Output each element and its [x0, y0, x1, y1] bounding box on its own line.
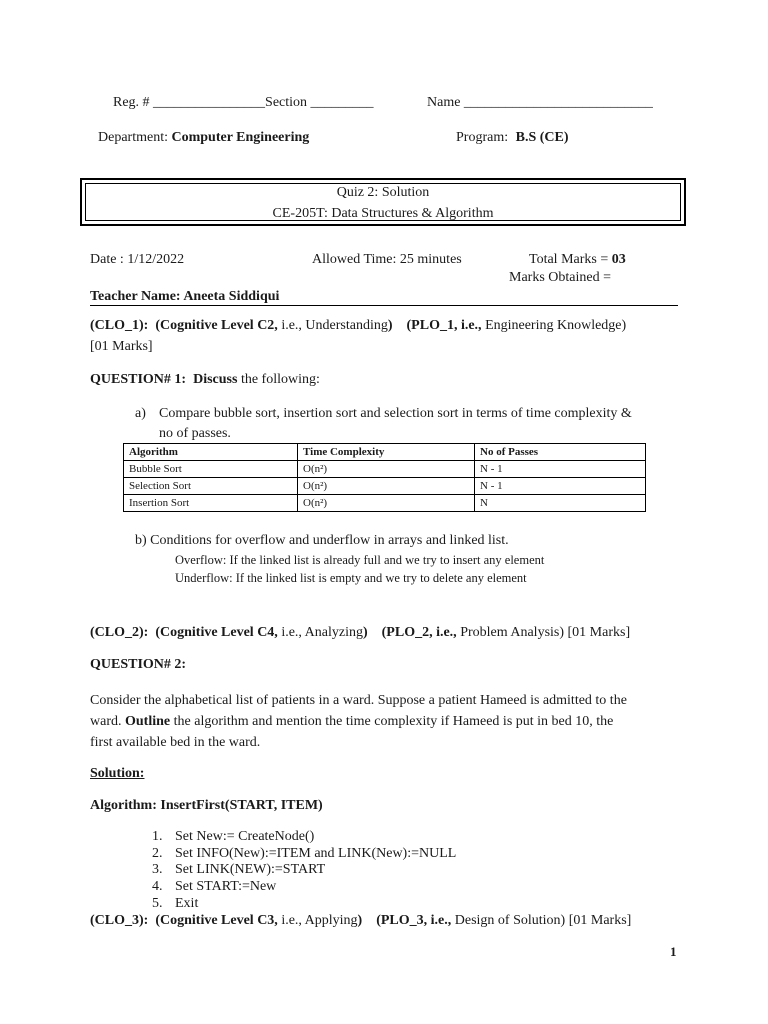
table-cell: N - 1	[475, 478, 646, 495]
table-cell: O(n²)	[298, 478, 475, 495]
clo1-plo: (PLO_1, i.e.,	[406, 318, 482, 333]
clo3-plo-desc: Design of Solution) [01 Marks]	[451, 913, 632, 928]
quiz-date: Date : 1/12/2022	[90, 252, 185, 267]
underflow-answer: Underflow: If the linked list is empty and we try to delete any element	[175, 571, 527, 585]
allowed-time: Allowed Time: 25 minutes	[312, 252, 462, 267]
table-row	[124, 495, 646, 512]
clo2-line	[90, 625, 630, 641]
question-1-verb: Discuss	[193, 372, 238, 387]
table-cell: Selection Sort	[124, 478, 298, 495]
page-number: 1	[670, 944, 677, 959]
title-box	[80, 178, 686, 226]
clo1-cognitive-desc: i.e., Understanding	[277, 318, 388, 333]
overflow-answer: Overflow: If the linked list is already full and we try to insert any element	[175, 553, 545, 567]
clo2-plo-desc: Problem Analysis) [01 Marks]	[456, 625, 631, 640]
department-value: Computer Engineering	[171, 130, 310, 145]
table-header-row	[124, 444, 646, 461]
algorithm-step-3: Set LINK(NEW):=START	[175, 862, 326, 877]
marks-obtained: Marks Obtained =	[509, 270, 611, 285]
question-2-line2	[90, 711, 678, 732]
table-row	[124, 478, 646, 495]
algorithm-step-1-number: 1.	[152, 829, 163, 844]
table-cell: N	[475, 495, 646, 512]
clo1-line	[90, 315, 678, 357]
algorithm-step-4: Set START:=New	[175, 879, 277, 894]
question-2-line2-pre: ward.	[90, 714, 125, 729]
table-cell: Insertion Sort	[124, 495, 298, 512]
algorithm-step-5: Exit	[175, 896, 199, 911]
clo2-cognitive-level: (Cognitive Level C4,	[155, 625, 278, 640]
clo3-cognitive-level: (Cognitive Level C3,	[155, 913, 278, 928]
clo1-cognitive-level: (Cognitive Level C2,	[155, 318, 278, 333]
question-1a-text-line1: Compare bubble sort, insertion sort and selection sort in terms of time complexity &	[159, 406, 632, 421]
quiz-title: Quiz 2: Solution	[336, 185, 430, 200]
clo3-close-paren: )	[357, 913, 363, 928]
total-marks	[529, 252, 626, 268]
algorithm-step-2: Set INFO(New):=ITEM and LINK(New):=NULL	[175, 846, 457, 861]
table-header-passes: No of Passes	[475, 444, 646, 461]
clo2-code: (CLO_2):	[90, 625, 149, 640]
header-divider	[90, 305, 678, 306]
solution-heading: Solution:	[90, 766, 145, 781]
clo2-cognitive-desc: i.e., Analyzing	[277, 625, 363, 640]
algorithm-step-1: Set New:= CreateNode()	[175, 829, 315, 844]
clo2-close-paren: )	[362, 625, 368, 640]
algorithm-step-2-number: 2.	[152, 846, 163, 861]
clo1-plo-desc: Engineering Knowledge)	[481, 318, 627, 333]
reg-section-field: Reg. # ________________Section _________	[113, 95, 374, 110]
question-1-heading	[90, 372, 320, 388]
table-cell: N - 1	[475, 461, 646, 478]
question-2-label: QUESTION# 2:	[90, 657, 187, 672]
complexity-table	[123, 443, 646, 512]
table-row	[124, 461, 646, 478]
algorithm-step-5-number: 5.	[152, 896, 163, 911]
question-2-outline: Outline	[125, 714, 171, 729]
question-2-line2-post: the algorithm and mention the time complexity if Hameed is put in bed 10, the	[170, 714, 614, 729]
program-line	[456, 130, 569, 146]
question-2-line1: Consider the alphabetical list of patients in a ward. Suppose a patient Hameed is admitted to the	[90, 693, 627, 708]
table-cell: O(n²)	[298, 461, 475, 478]
algorithm-step-4-number: 4.	[152, 879, 163, 894]
table-cell: Bubble Sort	[124, 461, 298, 478]
question-1a-text-line2: no of passes.	[159, 426, 231, 441]
table-header-algorithm: Algorithm	[124, 444, 298, 461]
program-label: Program:	[456, 130, 509, 145]
clo1-marks: [01 Marks]	[90, 339, 153, 354]
question-1a-marker: a)	[135, 406, 146, 421]
clo1-close-paren: )	[387, 318, 393, 333]
program-value: B.S (CE)	[515, 130, 569, 145]
clo3-line	[90, 913, 631, 929]
clo1-code: (CLO_1):	[90, 318, 149, 333]
algorithm-heading: Algorithm: InsertFirst(START, ITEM)	[90, 798, 323, 813]
clo2-plo: (PLO_2, i.e.,	[381, 625, 457, 640]
question-1-rest: the following:	[237, 372, 320, 387]
question-1b-text: b) Conditions for overflow and underflow in arrays and linked list.	[135, 533, 509, 548]
algorithm-step-3-number: 3.	[152, 862, 163, 877]
question-1-label: QUESTION# 1:	[90, 372, 187, 387]
teacher-name: Teacher Name: Aneeta Siddiqui	[90, 289, 280, 304]
department-line	[98, 130, 309, 146]
total-marks-label: Total Marks =	[529, 252, 612, 267]
name-field: Name ___________________________	[427, 95, 653, 110]
department-label: Department:	[98, 130, 168, 145]
clo3-plo: (PLO_3, i.e.,	[376, 913, 452, 928]
table-header-complexity: Time Complexity	[298, 444, 475, 461]
question-2-line3: first available bed in the ward.	[90, 735, 261, 750]
total-marks-value: 03	[611, 252, 626, 267]
question-2-body	[90, 690, 678, 753]
clo3-code: (CLO_3):	[90, 913, 149, 928]
course-title: CE-205T: Data Structures & Algorithm	[272, 206, 494, 221]
clo3-cognitive-desc: i.e., Applying	[277, 913, 358, 928]
table-cell: O(n²)	[298, 495, 475, 512]
